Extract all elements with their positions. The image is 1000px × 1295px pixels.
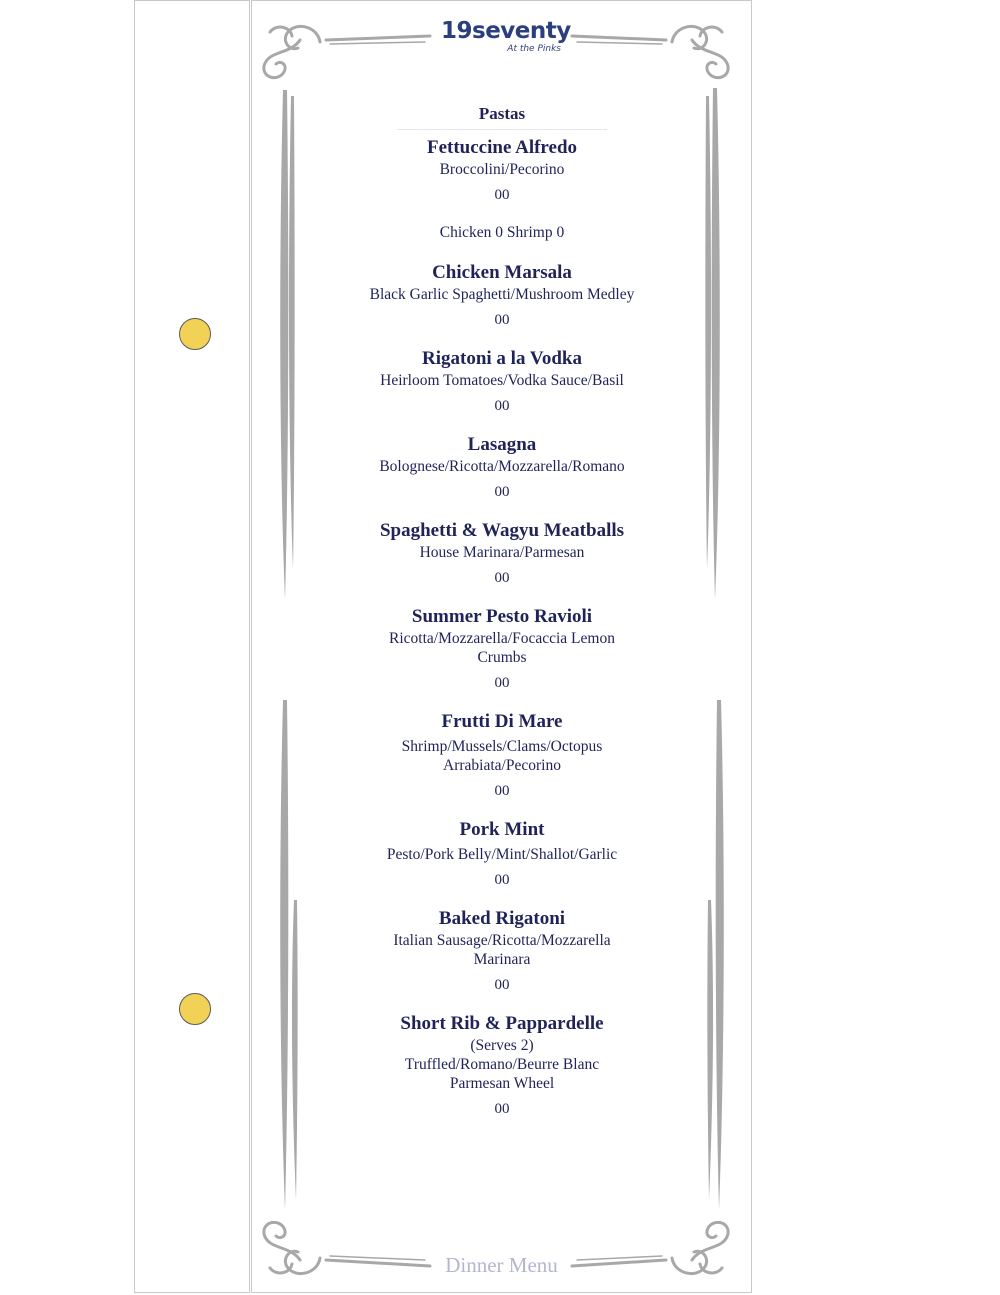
dish-name: Frutti Di Mare [441,711,563,732]
vertical-flourishes-right [705,88,723,1210]
dish-name: Fettuccine Alfredo [426,137,578,158]
menu-item [352,605,652,693]
dish-name: Baked Rigatoni [438,908,566,929]
menu-item [352,710,652,801]
logo-tagline: At the Pinks [507,44,561,54]
dish-price: 00 [494,783,510,799]
menu-item [352,519,652,588]
menu-item [352,347,652,416]
footer-label: Dinner Menu [445,1253,558,1277]
menu-item [352,907,652,995]
logo-wordmark: 19seventy [441,18,571,44]
menu-item [352,818,652,890]
dish-name: Rigatoni a la Vodka [422,348,582,369]
dish-description: Black Garlic Spaghetti/Mushroom Medley [369,286,635,303]
dish-name: Chicken Marsala [432,262,572,283]
dish-price: 00 [494,312,510,328]
menu-item [352,433,652,502]
dish-description: Ricotta/Mozzarella/Focaccia Lemon Crumbs [389,630,615,666]
menu-item [352,1012,652,1119]
dish-price: 00 [494,187,510,203]
dish-description: Heirloom Tomatoes/Vodka Sauce/Basil [380,372,624,389]
dish-name: Summer Pesto Ravioli [411,606,593,627]
dish-price: 00 [494,872,510,888]
dish-name: Lasagna [467,434,537,455]
dish-description: House Marinara/Parmesan [419,544,585,561]
menu-item [352,261,652,330]
dish-description: Pesto/Pork Belly/Mint/Shallot/Garlic [386,846,618,863]
vertical-flourishes-left [280,90,297,1210]
dish-price: 00 [494,484,510,500]
restaurant-logo [441,18,571,54]
dish-description: Bolognese/Ricotta/Mozzarella/Romano [379,458,625,475]
dish-name: Pork Mint [459,819,545,840]
scroll-ornament-top-left [264,26,430,77]
dish-name: Short Rib & Pappardelle [400,1013,604,1034]
dish-price: 00 [494,1101,510,1117]
dish-description: Shrimp/Mussels/Clams/Octopus Arrabiata/Pecorino [401,738,603,774]
menu-content [352,103,652,1136]
dish-name: Spaghetti & Wagyu Meatballs [379,520,625,541]
scroll-ornament-top-right [572,26,728,77]
dish-addon: Chicken 0 Shrimp 0 [439,224,565,241]
dish-price: 00 [494,570,510,586]
dish-description: (Serves 2) Truffled/Romano/Beurre Blanc Parmesan Wheel [404,1037,600,1092]
dish-description: Broccolini/Pecorino [439,161,565,178]
dish-price: 00 [494,977,510,993]
menu-item [352,136,652,205]
dish-price: 00 [494,675,510,691]
dish-price: 00 [494,398,510,414]
section-title: Pastas [397,103,607,130]
dish-description: Italian Sausage/Ricotta/Mozzarella Marinara [393,932,611,968]
